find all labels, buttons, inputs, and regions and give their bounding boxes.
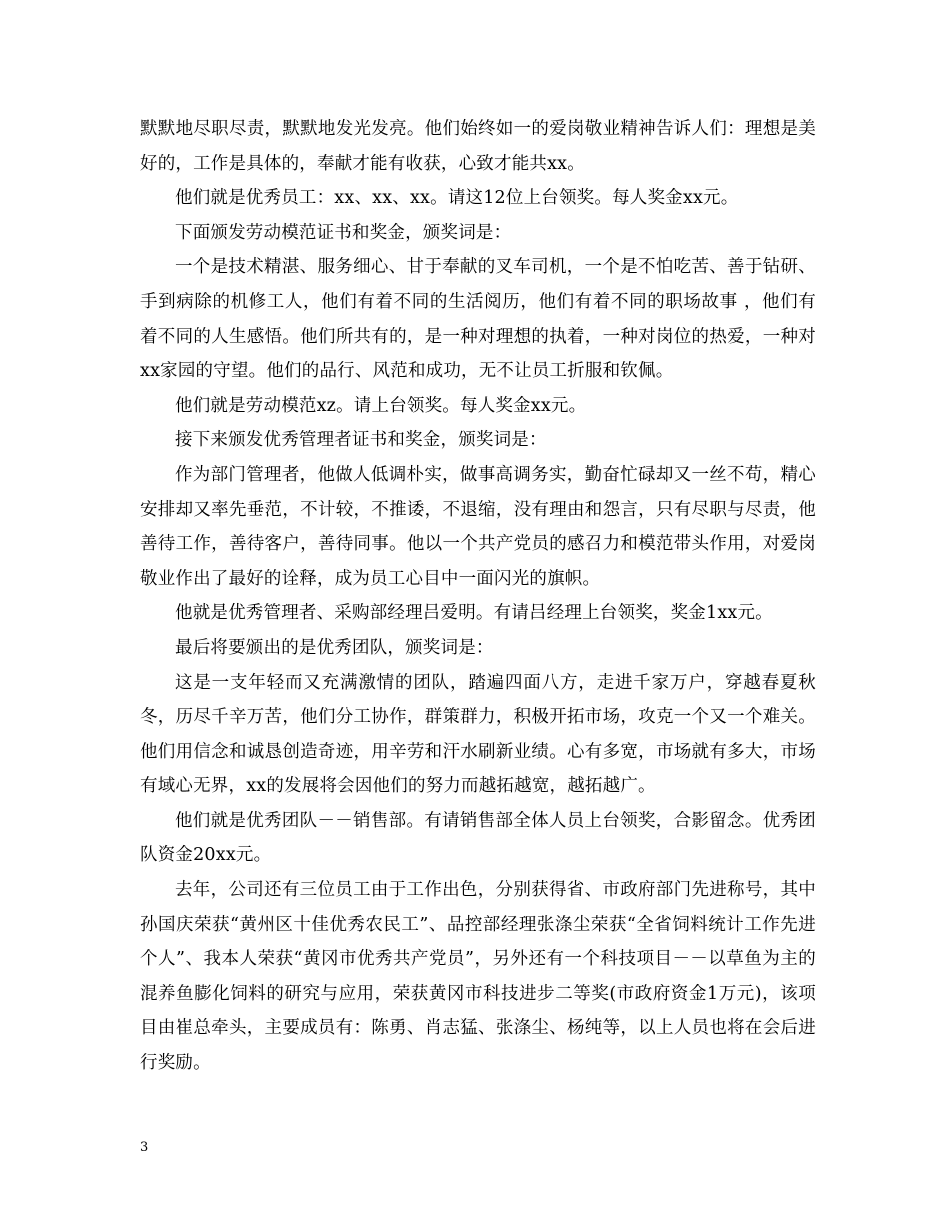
paragraph: 默默地尽职尽责，默默地发光发亮。他们始终如一的爱岗敬业精神告诉人们：理想是美好的，工作是具体的，奉献才能有收获，心致才能共xx。: [140, 119, 816, 174]
paragraph: 去年，公司还有三位员工由于工作出色，分别获得省、市政府部门先进称号，其中孙国庆荣获“黄州区十佳优秀农民工”、品控部经理张涤尘荣获“全省饲料统计工作先进个人”、我本人荣获“黄冈市优秀共产党员”，另外还有一个科技项目－－以草鱼为主的混养鱼膨化饲料的研究与应用，荣获黄冈市科技进步二等奖(市政府资金1万元)，该项目由崔总牵头，主要成员有：陈勇、肖志猛、张涤尘、杨纯等，以上人员也将在会后进行奖励。: [140, 880, 816, 1074]
paragraph: 作为部门管理者，他做人低调朴实，做事高调务实，勤奋忙碌却又一丝不苟，精心安排却又率先垂范，不计较，不推诿，不退缩，没有理由和怨言，只有尽职与尽责，他善待工作，善待客户，善待同事。他以一个共产党员的感召力和模范带头作用，对爱岗敬业作出了最好的诠释，成为员工心目中一面闪光的旗帜。: [140, 464, 816, 589]
paragraph: 他们就是劳动模范xz。请上台领奖。每人奖金xx元。: [175, 395, 587, 416]
paragraph: 最后将要颁出的是优秀团队，颁奖词是：: [175, 637, 494, 658]
paragraph: 他就是优秀管理者、采购部经理吕爱明。有请吕经理上台领奖，奖金1xx元。: [175, 603, 773, 624]
paragraph: 下面颁发劳动模范证书和奖金，颁奖词是：: [175, 222, 512, 243]
paragraph: 一个是技术精湛、服务细心、甘于奉献的叉车司机，一个是不怕吃苦、善于钻研、手到病除的机修工人，他们有着不同的生活阅历，他们有着不同的职场故事 ，他们有着不同的人生感悟。他们所共有的，是一种对理想的执着，一种对岗位的热爱，一种对xx家园的守望。他们的品行、风范和成功，无不让员工折服和钦佩。: [140, 257, 816, 382]
page-number: 3: [140, 1140, 149, 1155]
paragraph: 他们就是优秀员工：xx、xx、xx。请这12位上台领奖。每人奖金xx元。: [175, 188, 739, 209]
paragraph: 他们就是优秀团队－－销售部。有请销售部全体人员上台领奖，合影留念。优秀团队资金20xx元。: [140, 810, 816, 866]
body-text: [140, 112, 816, 1081]
paragraph: 这是一支年轻而又充满激情的团队，踏遍四面八方，走进千家万户，穿越春夏秋冬，历尽千辛万苦，他们分工协作，群策群力，积极开拓市场，攻克一个又一个难关。他们用信念和诚恳创造奇迹，用辛劳和汗水刷新业绩。心有多宽，市场就有多大，市场有域心无界，xx的发展将会因他们的努力而越拓越宽，越拓越广。: [140, 672, 816, 797]
paragraph: 接下来颁发优秀管理者证书和奖金，颁奖词是：: [175, 430, 547, 451]
